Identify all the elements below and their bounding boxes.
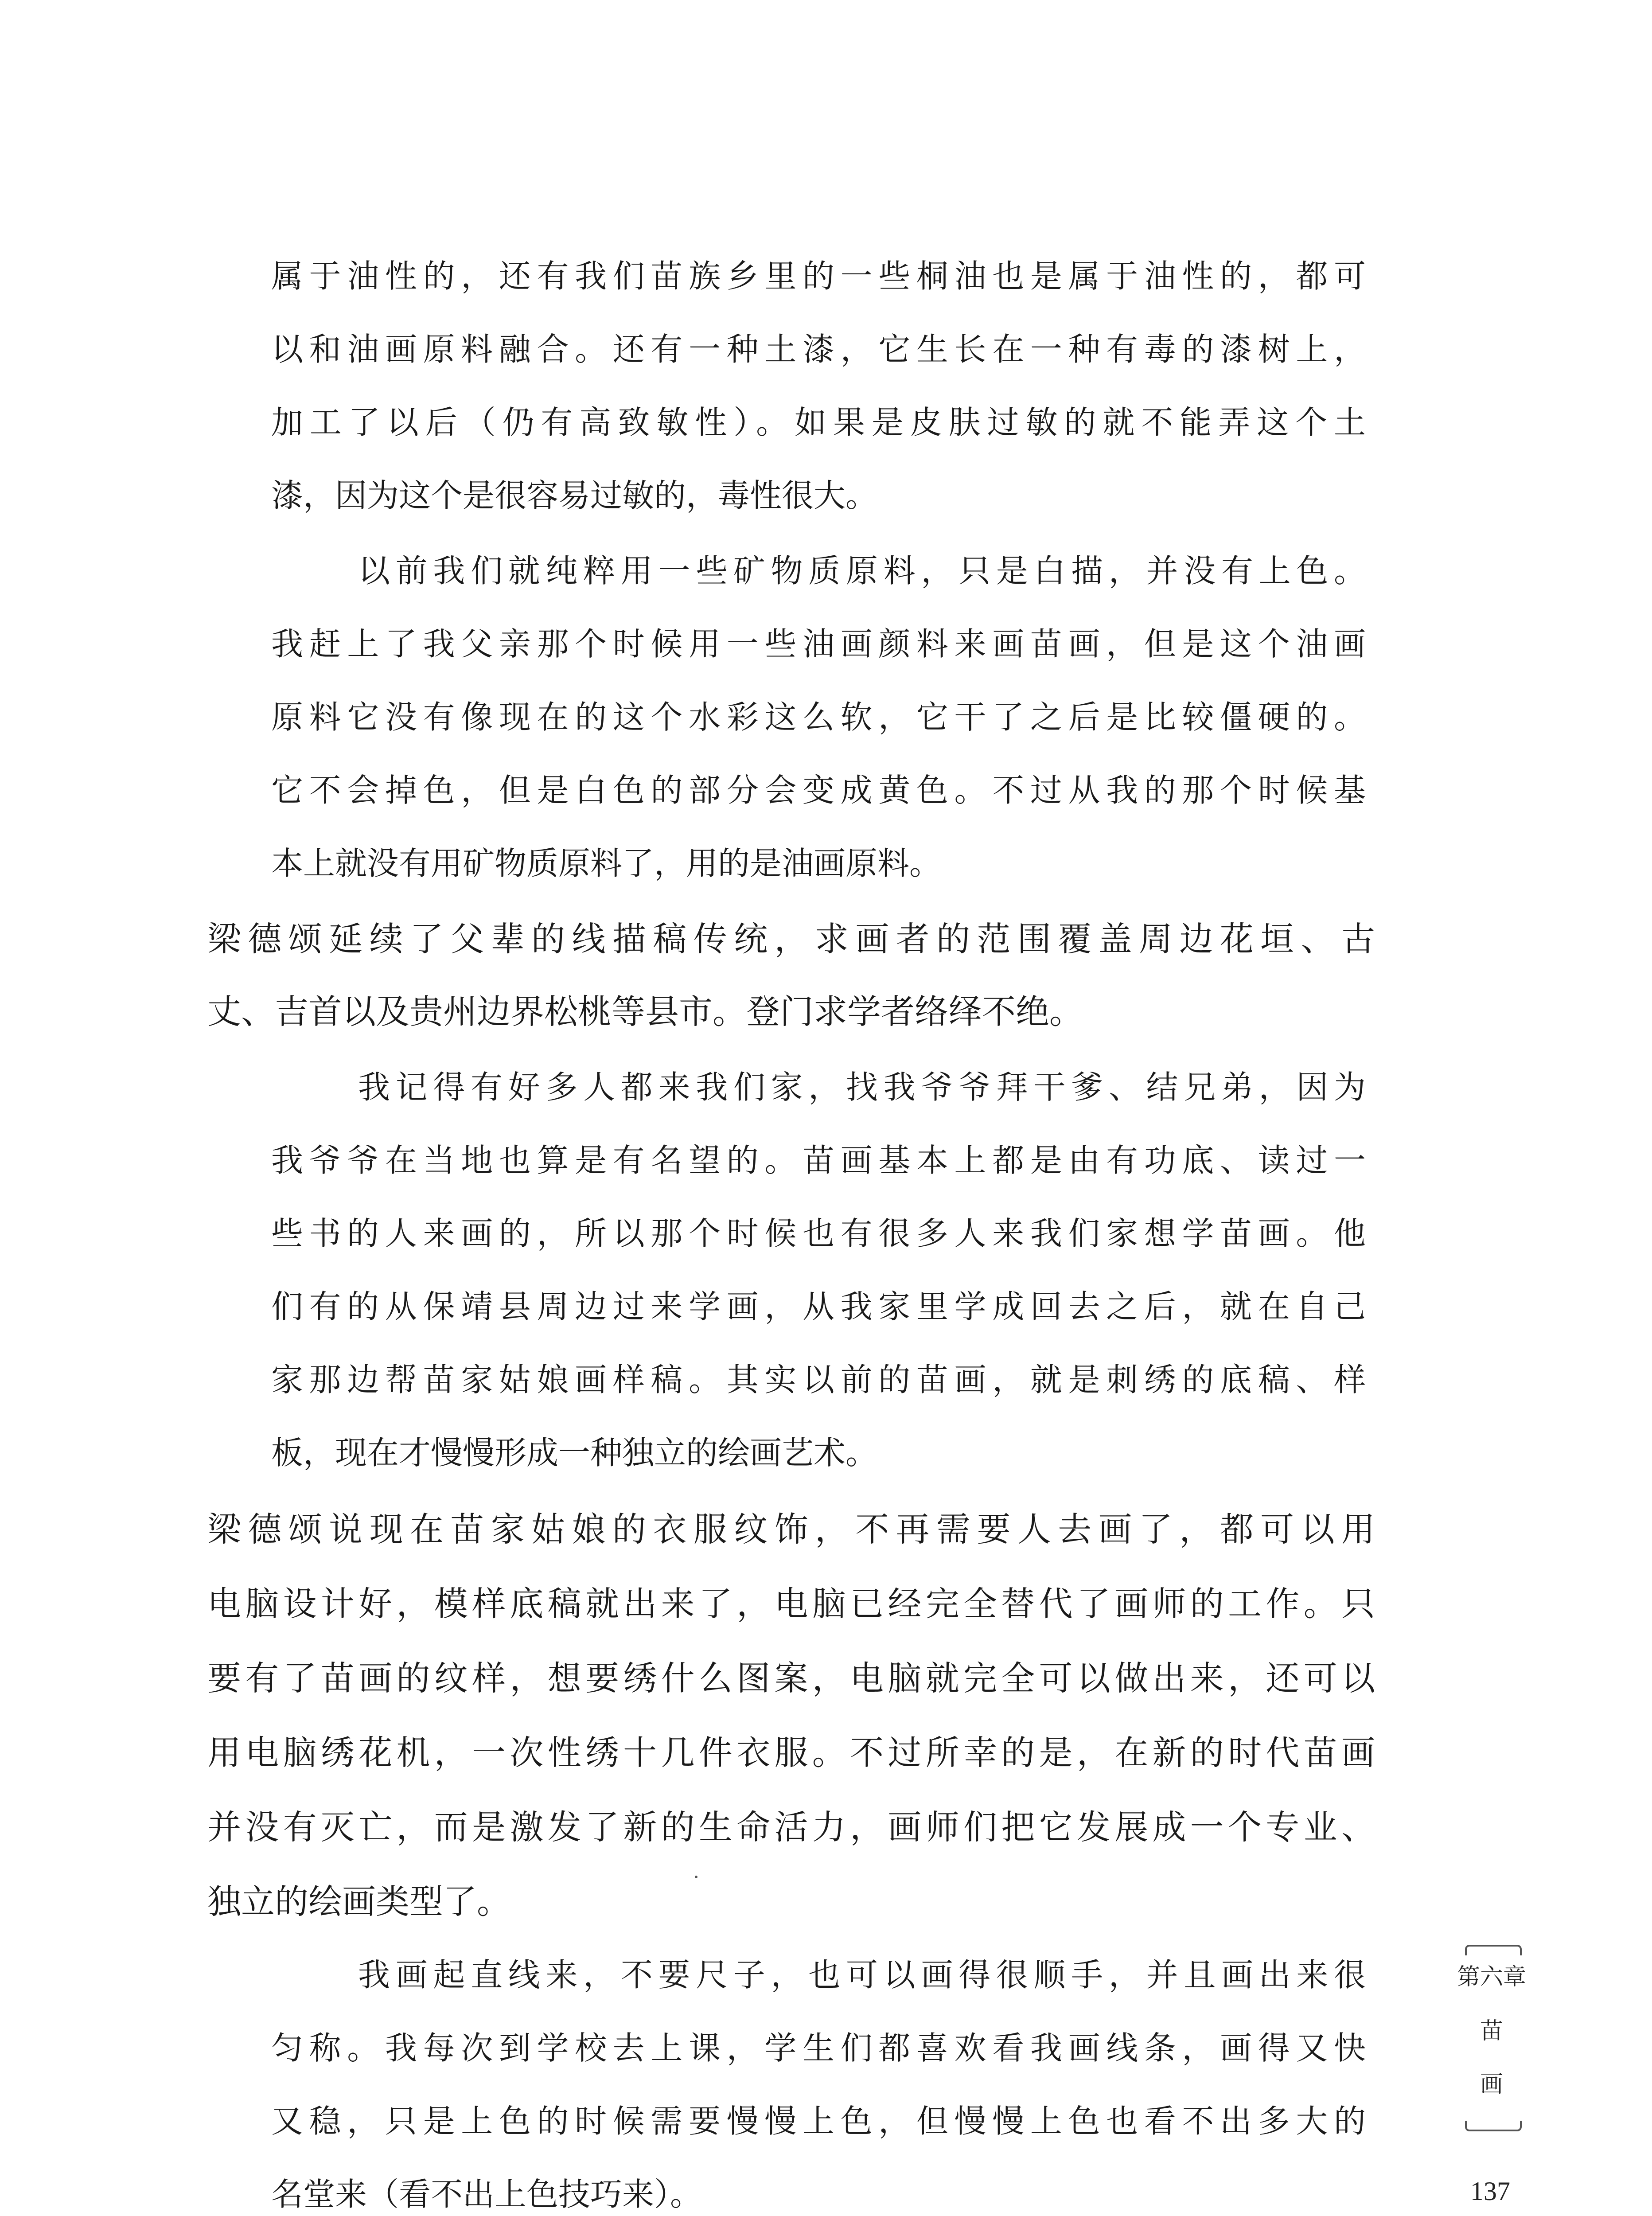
para4-line5: 家那边帮苗家姑娘画样稿。其实以前的苗画，就是刺绣的底稿、样	[271, 1361, 1366, 1398]
para6-line2: 匀称。我每次到学校去上课，学生们都喜欢看我画线条，画得又快	[271, 2029, 1366, 2067]
para2-line1: 以前我们就纯粹用一些矿物质原料，只是白描，并没有上色。	[358, 552, 1366, 589]
print-speck	[695, 1876, 697, 1878]
para4-line3: 些书的人来画的，所以那个时候也有很多人来我们家想学苗画。他	[271, 1215, 1366, 1252]
chapter-title-char-2: 画	[1480, 2071, 1504, 2098]
para2-line3: 原料它没有像现在的这个水彩这么软，它干了之后是比较僵硬的。	[271, 698, 1366, 736]
para6-line4: 名堂来（看不出上色技巧来）。	[271, 2176, 702, 2213]
para3-line1: 梁德颂延续了父辈的线描稿传统，求画者的范围覆盖周边花垣、古	[207, 919, 1375, 959]
para4-line2: 我爷爷在当地也算是有名望的。苗画基本上都是由有功底、读过一	[271, 1142, 1366, 1179]
page-number: 137	[1470, 2177, 1510, 2206]
para1-line4: 漆，因为这个是很容易过敏的，毒性很大。	[271, 477, 878, 514]
para4-line1: 我记得有好多人都来我们家，找我爷爷拜干爹、结兄弟，因为	[358, 1069, 1366, 1106]
para1-line3: 加工了以后（仍有高致敏性）。如果是皮肤过敏的就不能弄这个土	[271, 404, 1366, 441]
para5-line2: 电脑设计好，模样底稿就出来了，电脑已经完全替代了画师的工作。只	[207, 1584, 1375, 1623]
para5-line6: 独立的绘画类型了。	[207, 1882, 510, 1921]
para6-line1: 我画起直线来，不要尺子，也可以画得很顺手，并且画出来很	[358, 1956, 1366, 1994]
para5-line1: 梁德颂说现在苗家姑娘的衣服纹饰，不再需要人去画了，都可以用	[207, 1510, 1375, 1549]
para5-line5: 并没有灭亡，而是激发了新的生命活力，画师们把它发展成一个专业、	[207, 1807, 1375, 1847]
para6-line3: 又稳，只是上色的时候需要慢慢上色，但慢慢上色也看不出多大的	[271, 2103, 1366, 2140]
sidebar-bracket-bottom	[1465, 2121, 1522, 2131]
para2-line5: 本上就没有用矿物质原料了，用的是油画原料。	[271, 845, 942, 882]
para2-line2: 我赶上了我父亲那个时候用一些油画颜料来画苗画，但是这个油画	[271, 625, 1366, 663]
chapter-label: 第六章	[1457, 1964, 1527, 1990]
para1-line2: 以和油画原料融合。还有一种土漆，它生长在一种有毒的漆树上，	[271, 331, 1366, 368]
para4-line4: 们有的从保靖县周边过来学画，从我家里学成回去之后，就在自己	[271, 1288, 1366, 1325]
para5-line3: 要有了苗画的纹样，想要绣什么图案，电脑就完全可以做出来，还可以	[207, 1658, 1375, 1698]
sidebar-bracket-top	[1465, 1945, 1522, 1955]
para1-line1: 属于油性的，还有我们苗族乡里的一些桐油也是属于油性的，都可	[271, 257, 1366, 295]
para5-line4: 用电脑绣花机，一次性绣十几件衣服。不过所幸的是，在新的时代苗画	[207, 1733, 1375, 1772]
para4-line6: 板，现在才慢慢形成一种独立的绘画艺术。	[271, 1434, 878, 1471]
para2-line4: 它不会掉色，但是白色的部分会变成黄色。不过从我的那个时候基	[271, 772, 1366, 809]
para3-line2: 丈、吉首以及贵州边界松桃等县市。登门求学者络绎不绝。	[207, 992, 1083, 1031]
chapter-title-char-1: 苗	[1480, 2018, 1504, 2044]
